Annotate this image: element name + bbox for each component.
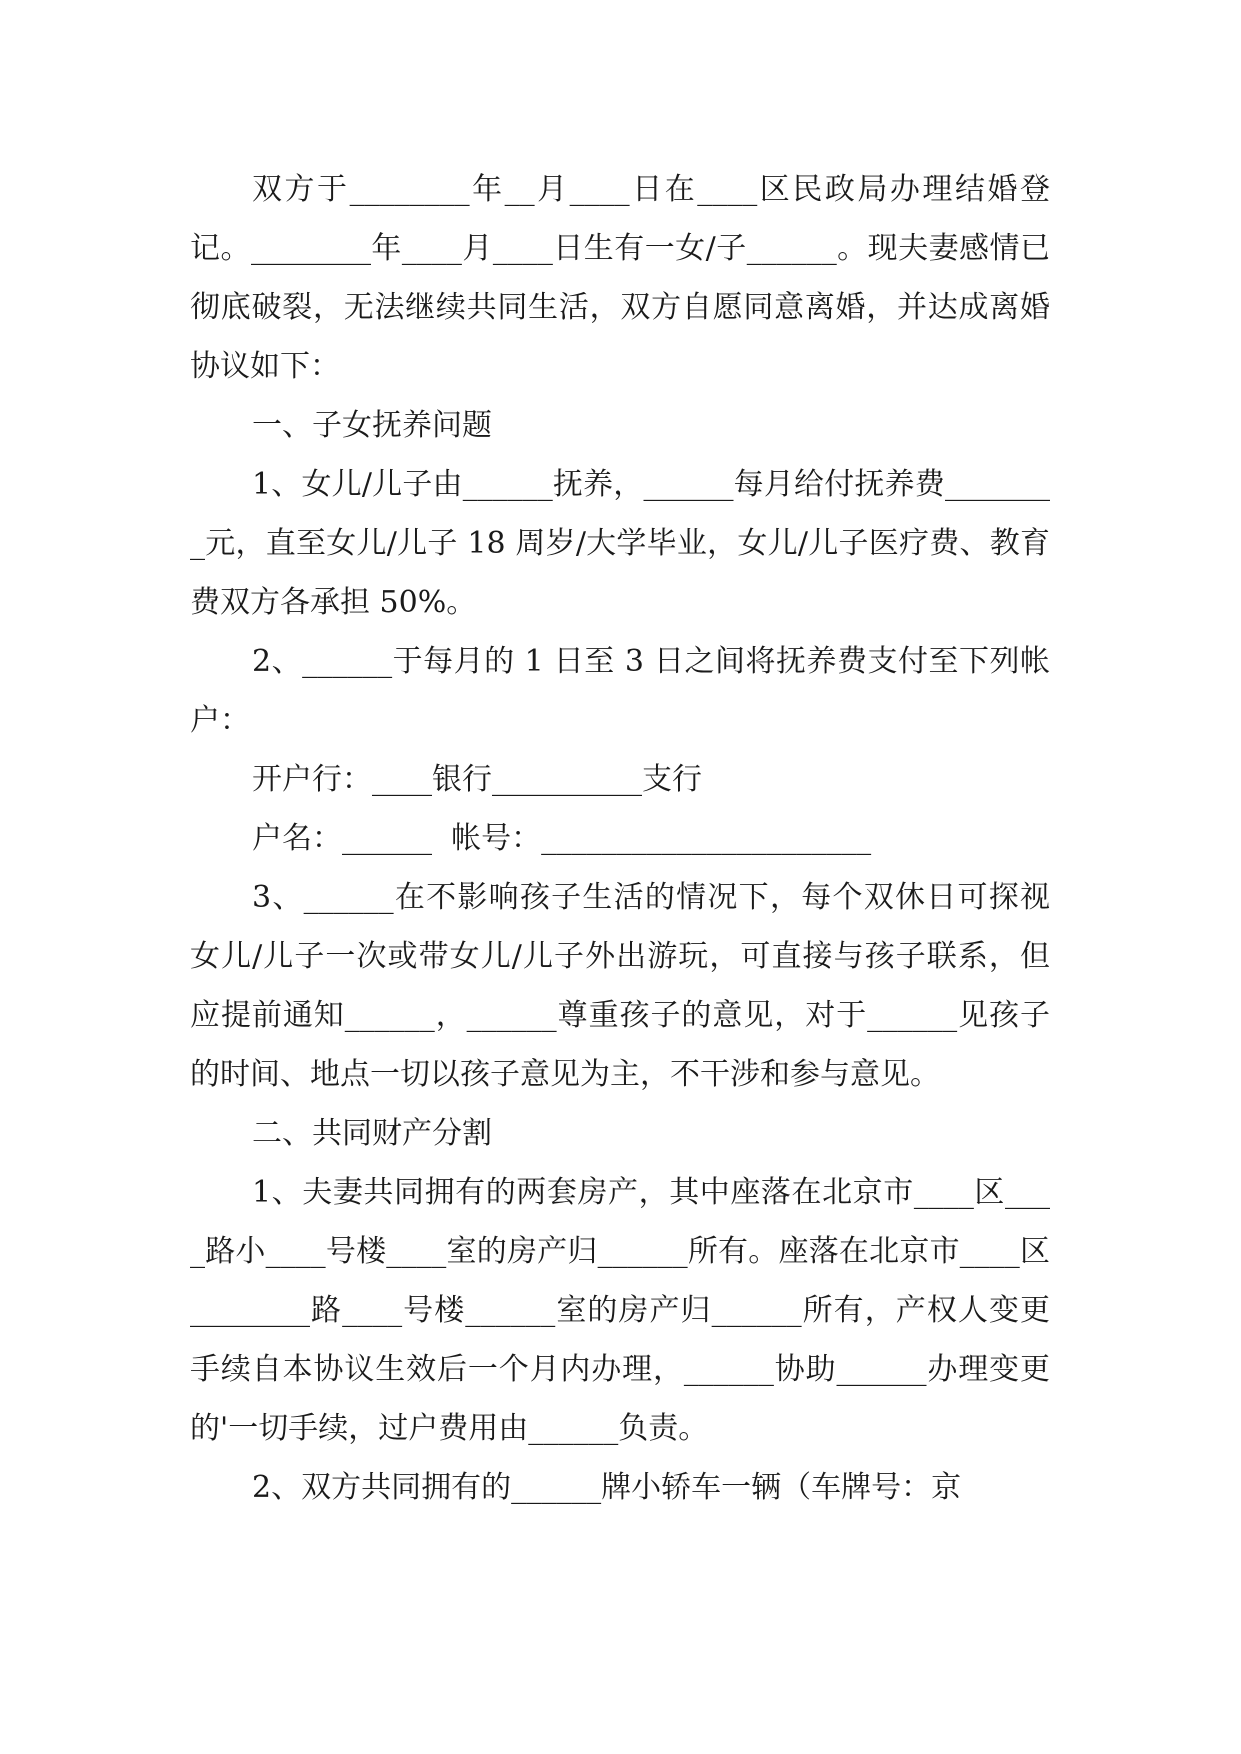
bank-line: 开户行：____银行__________支行 xyxy=(252,762,702,797)
document-page xyxy=(190,160,1050,1517)
section-heading-property: 二、共同财产分割 xyxy=(252,1116,492,1151)
section-heading-child-custody: 一、子女抚养问题 xyxy=(252,408,492,443)
account-line: 户名：______ 帐号：______________________ xyxy=(252,821,872,856)
clause-custody-2: 2、______于每月的 1 日至 3 日之间将抚养费支付至下列帐户： xyxy=(190,644,1050,738)
clause-property-2: 2、双方共同拥有的______牌小轿车一辆（车牌号：京 xyxy=(252,1470,962,1505)
intro-paragraph: 双方于________年__月____日在____区民政局办理结婚登记。________年____月____日生有一女/子______。现夫妻感情已彻底破裂，无法继续共同生活，双方自愿同意离婚，并达成离婚协议如下： xyxy=(190,172,1050,384)
clause-custody-3: 3、______在不影响孩子生活的情况下，每个双休日可探视女儿/儿子一次或带女儿/儿子外出游玩，可直接与孩子联系，但应提前通知______，______尊重孩子的意见，对于______见孩子的时间、地点一切以孩子意见为主，不干涉和参与意见。 xyxy=(190,880,1050,1092)
clause-custody-1: 1、女儿/儿子由______抚养，______每月给付抚养费________元，直至女儿/儿子 18 周岁/大学毕业，女儿/儿子医疗费、教育费双方各承担 50%。 xyxy=(190,467,1050,620)
clause-property-1: 1、夫妻共同拥有的两套房产，其中座落在北京市____区____路小____号楼____室的房产归______所有。座落在北京市____区________路____号楼______室的房产归______所有，产权人变更手续自本协议生效后一个月内办理，______协助______办理变更的'一切手续，过户费用由______负责。 xyxy=(190,1175,1050,1446)
